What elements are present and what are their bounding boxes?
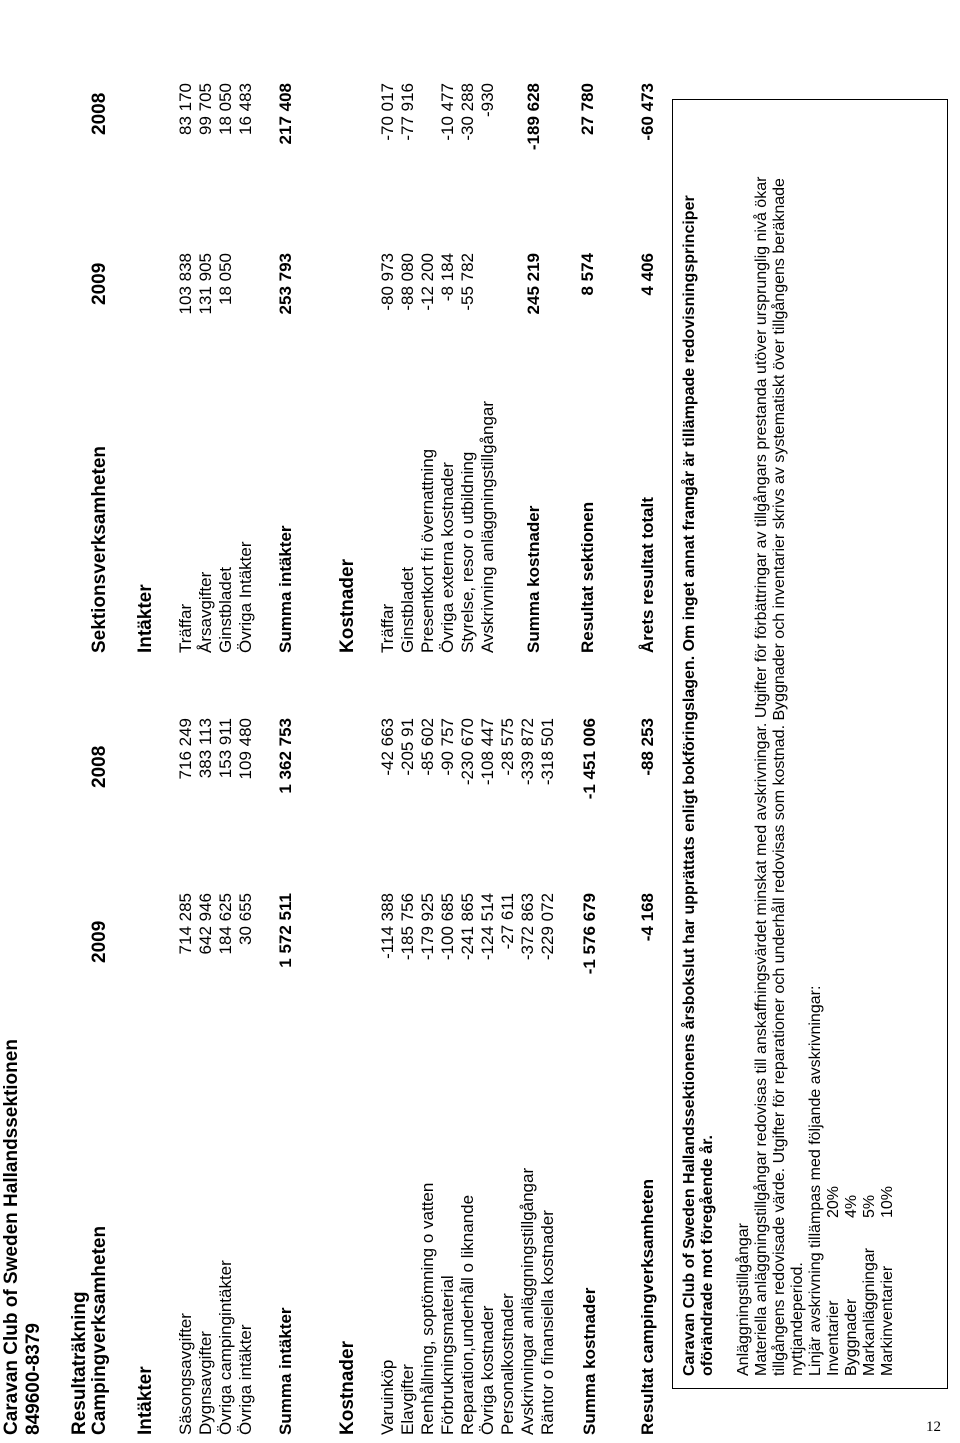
notes-paragraph-line: Materiella anläggningstillgångar redovisas till anskaffningsvärdet minskat med avskrivningar. Utgifter för förbättringar av tillgångars prestanda utöver ursprunglig nivå ökar [753, 176, 770, 1376]
section-cost-label: Styrelse, resor o utbildning [458, 451, 477, 653]
section-cost-sum-2009: 245 219 [524, 253, 543, 315]
camping-cost-label: Personalkostnader [498, 1293, 517, 1435]
section-cost-sum-label: Summa kostnader [524, 505, 543, 653]
section-cost-2008: -30 288 [458, 83, 477, 141]
camping-cost-2009: -100 685 [438, 893, 457, 961]
camping-income-label: Säsongsavgifter [176, 1313, 195, 1435]
camping-costs-heading: Kostnader [337, 1341, 358, 1435]
camping-income-2008: 383 113 [196, 718, 215, 779]
camping-cost-label: Avskrivningar anläggningstillgångar [518, 1167, 537, 1435]
notes-rate-value: 4% [843, 1194, 860, 1218]
section-income-label: Årsavgifter [196, 571, 215, 653]
section-cost-2009: -8 184 [438, 253, 457, 302]
camping-income-2009: 184 625 [216, 893, 235, 955]
section-year-2009: 2009 [89, 262, 110, 305]
section-result-label: Resultat sektionen [578, 501, 597, 653]
notes-rate-label: Inventarier [825, 1300, 842, 1376]
section-cost-label: Ginstbladet [398, 567, 417, 653]
camping-cost-2009: -241 865 [458, 893, 477, 961]
section-cost-label: Träffar [378, 603, 397, 653]
section-income-label: Ginstbladet [216, 567, 235, 653]
camping-cost-label: Elavgifter [398, 1364, 417, 1435]
notes-paragraph-line: tillgångens redovisade värde. Utgifter för reparationer och underhåll redovisas som kostnad. Byggnader och inventarier skrivs av systematiskt över tillgångens beräknade [771, 178, 788, 1376]
section-year-2008: 2008 [89, 92, 110, 135]
camping-heading: Campingverksamheten [89, 1225, 110, 1435]
notes-rate-label: Markanläggningar [861, 1247, 878, 1376]
total-result-2008: -60 473 [638, 83, 657, 141]
notes-rate-label: Markinventarier [879, 1265, 896, 1376]
notes-intro-line: Caravan Club of Sweden Hallandssektionens årsbokslut har upprättats enligt bokföringslagen. Om inget annat framgår är tillämpade redovisningsprinciper [681, 195, 698, 1376]
section-income-2009: 131 905 [196, 253, 215, 315]
section-cost-2008: -10 477 [438, 83, 457, 141]
notes-intro-line: oförändrade mot föregående år. [699, 1135, 716, 1376]
notes-rate-label: Byggnader [843, 1298, 860, 1376]
section-cost-2009: -80 973 [378, 253, 397, 311]
accounting-notes-box [672, 99, 948, 1389]
section-income-2008: 83 170 [176, 83, 195, 135]
camping-year-2008: 2008 [89, 745, 110, 788]
camping-cost-2009: -179 925 [418, 893, 437, 961]
camping-income-sum-2009: 1 572 511 [276, 893, 295, 968]
section-income-2008: 16 483 [236, 83, 255, 135]
notes-rate-value: 10% [879, 1185, 896, 1218]
camping-income-2009: 30 655 [236, 893, 255, 945]
org-name: Caravan Club of Sweden Hallandssektionen [1, 1039, 22, 1435]
camping-cost-label: Renhållning, soptömning o vatten [418, 1182, 437, 1435]
section-costs-heading: Kostnader [337, 559, 358, 653]
notes-heading: Anläggningstillgångar [735, 1223, 752, 1376]
section-result-2008: 27 780 [578, 83, 597, 135]
camping-cost-2008: -85 602 [418, 718, 437, 776]
camping-cost-2008: -318 501 [538, 718, 557, 786]
camping-cost-2009: -372 863 [518, 893, 537, 961]
camping-cost-2008: -42 663 [378, 718, 397, 776]
camping-cost-2008: -90 757 [438, 718, 457, 776]
section-cost-2008: -77 916 [398, 83, 417, 141]
camping-cost-label: Övriga kostnader [478, 1305, 497, 1435]
camping-cost-sum-2009: -1 576 679 [580, 893, 599, 975]
camping-cost-2009: -114 388 [378, 893, 397, 959]
camping-income-label: Övriga intäkter [236, 1324, 255, 1435]
camping-income-2008: 153 911 [216, 718, 235, 779]
section-income-sum-label: Summa intäkter [276, 525, 295, 653]
section-income-sum-2008: 217 408 [276, 83, 295, 145]
camping-income-label: Övriga campingintäkter [216, 1260, 235, 1435]
camping-income-2008: 109 480 [236, 718, 255, 780]
section-cost-sum-2008: -189 628 [524, 83, 543, 151]
section-result-2009: 8 574 [578, 253, 597, 296]
org-number: 849600-8379 [23, 1323, 44, 1435]
camping-year-2009: 2009 [89, 920, 110, 963]
camping-cost-2008: -205 91 [398, 718, 417, 776]
section-income-2009: 103 838 [176, 253, 195, 315]
camping-income-sum-label: Summa intäkter [276, 1307, 295, 1435]
section-heading: Sektionsverksamheten [89, 446, 110, 653]
section-cost-label: Avskrivning anläggningstillgångar [478, 400, 497, 653]
camping-cost-label: Förbrukningsmaterial [438, 1275, 457, 1435]
camping-cost-2009: -229 072 [538, 893, 557, 961]
section-income-label: Träffar [176, 603, 195, 653]
section-income-2008: 99 705 [196, 83, 215, 135]
section-cost-label: Övriga externa kostnader [438, 462, 457, 653]
section-cost-label: Presentkort fri övernattning [418, 448, 437, 653]
camping-cost-2008: -339 872 [518, 718, 537, 786]
section-cost-2008: -70 017 [378, 83, 397, 141]
camping-income-2009: 642 946 [196, 893, 215, 955]
camping-result-2008: -88 253 [638, 718, 657, 776]
camping-cost-2009: -185 756 [398, 893, 417, 961]
section-cost-2009: -12 200 [418, 253, 437, 311]
camping-result-2009: -4 168 [638, 893, 657, 942]
section-cost-2009: -55 782 [458, 253, 477, 311]
section-income-2009: 18 050 [216, 253, 235, 305]
camping-cost-label: Räntor o finansiella kostnader [538, 1210, 557, 1435]
notes-rate-value: 20% [825, 1185, 842, 1218]
total-result-2009: 4 406 [638, 253, 657, 296]
camping-cost-2009: -124 514 [478, 893, 497, 961]
page-number: 12 [926, 1419, 941, 1435]
camping-result-label: Resultat campingverksamheten [638, 1178, 657, 1435]
camping-cost-sum-label: Summa kostnader [580, 1287, 599, 1435]
camping-income-label: Dygnsavgifter [196, 1331, 215, 1435]
notes-rate-value: 5% [861, 1194, 878, 1218]
camping-income-sum-2008: 1 362 753 [276, 718, 295, 794]
camping-income-2009: 714 285 [176, 893, 195, 955]
camping-income-heading: Intäkter [135, 1366, 156, 1435]
camping-cost-2008: -230 670 [458, 718, 477, 786]
camping-income-2008: 716 249 [176, 718, 195, 780]
total-result-label: Årets resultat totalt [638, 497, 657, 653]
section-income-2008: 18 050 [216, 83, 235, 135]
page-title: Resultaträkning [69, 1291, 90, 1435]
section-cost-2008: -930 [478, 83, 497, 118]
notes-depreciation-intro: Linjär avskrivning tillämpas med följande avskrivningar: [807, 985, 824, 1376]
camping-cost-2008: -28 575 [498, 718, 517, 776]
camping-cost-sum-2008: -1 451 006 [580, 718, 599, 800]
camping-cost-label: Reparation,underhåll o liknande [458, 1194, 477, 1435]
camping-cost-label: Varuinköp [378, 1359, 397, 1435]
camping-cost-2008: -108 447 [478, 718, 497, 786]
section-income-label: Övriga Intäkter [236, 541, 255, 653]
section-cost-2009: -88 080 [398, 253, 417, 311]
section-income-heading: Intäkter [135, 584, 156, 653]
notes-paragraph-line: nyttjandeperiod. [789, 1262, 806, 1376]
section-income-sum-2009: 253 793 [276, 253, 295, 315]
camping-cost-2009: -27 611 [498, 893, 517, 950]
